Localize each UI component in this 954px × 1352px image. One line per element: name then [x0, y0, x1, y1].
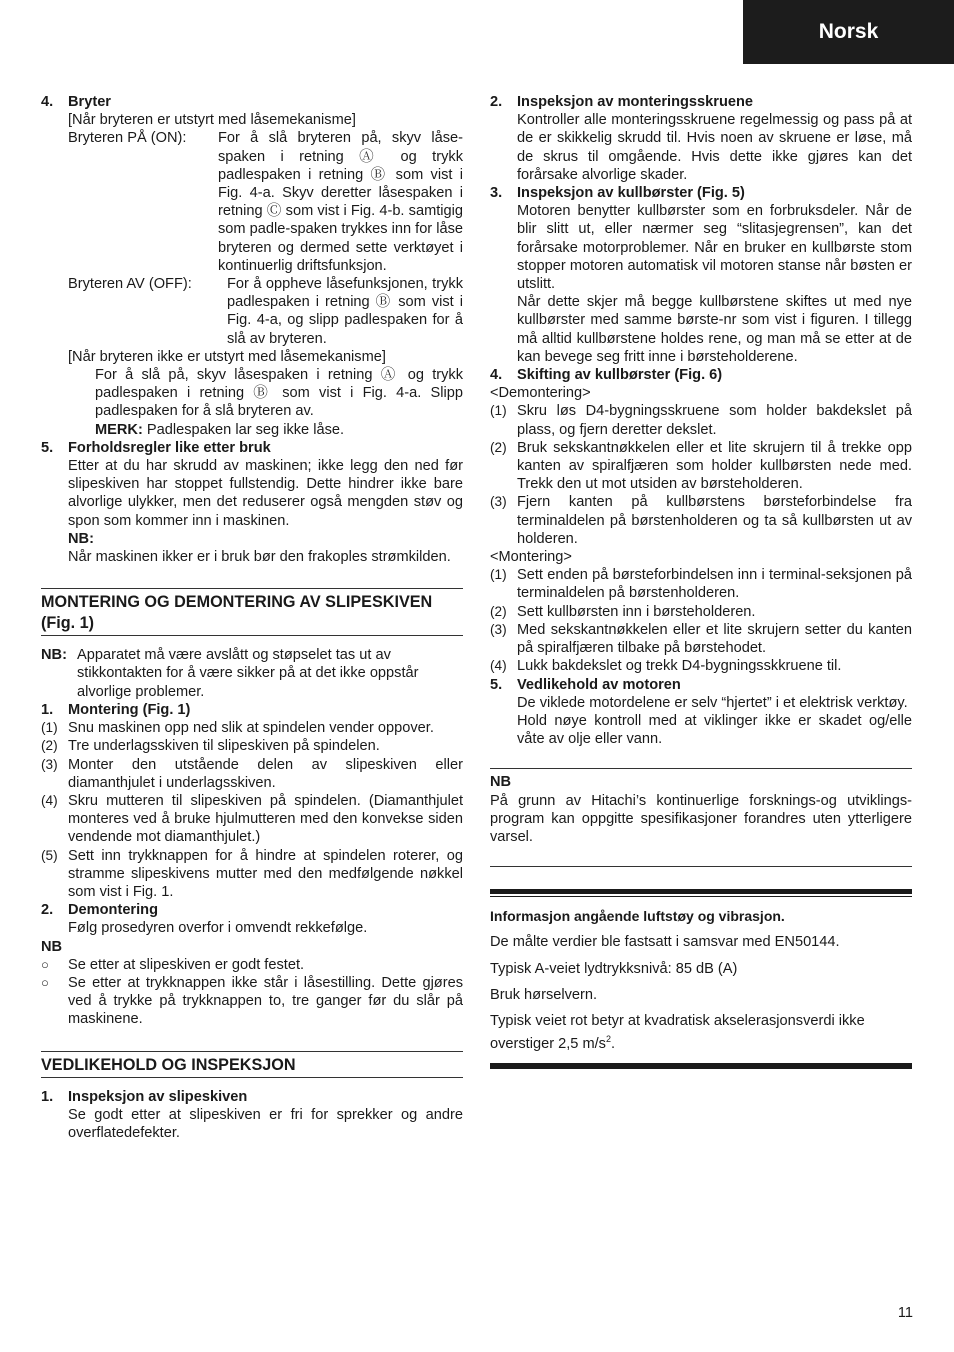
circle-bullet-icon: ○: [41, 956, 49, 972]
period: .: [611, 1036, 616, 1052]
maintenance-4-heading: [490, 366, 912, 384]
info-bottom-rule: [490, 1064, 912, 1069]
nb-text: På grunn av Hitachi’s kontinuerlige forsknings-og utviklings-program kan oppgitte spesifikasjoner forandres uten ytterligere varsel.: [490, 792, 912, 845]
step-number: (1): [41, 720, 58, 736]
step-text: Monter den utstående delen av slipeskiven eller diamanthjulet i underlagsskiven.: [68, 756, 463, 791]
info-line: De målte verdier ble fastsatt i samsvar med EN50144.: [490, 934, 840, 951]
nb-label: NB:: [68, 530, 94, 547]
item-title: Inspeksjon av slipeskiven: [68, 1088, 248, 1105]
info-box: [490, 889, 912, 1069]
info-top-rule-thin: [490, 896, 912, 897]
nb-label: NB: [41, 938, 63, 955]
item-title: Forholdsregler like etter bruk: [68, 439, 271, 456]
list-item: [490, 621, 912, 657]
maintenance-3-text-2: Når dette skjer må begge kullbørstene skiftes ut med nye kullbørster med samme børste-nr som vist i figuren. I tillegg må alltid kullbørstene holdes rene, og man må se etter at de kan bevege seg fritt inne i børsteholderene.: [517, 294, 912, 365]
info-vibration-text: Typisk veiet rot betyr at kvadratisk akselerasjonsverdi ikke overstiger 2,5 m/s: [490, 1012, 865, 1052]
list-item: [490, 657, 912, 675]
nb-label: NB:: [41, 647, 67, 664]
step-number: (1): [490, 567, 507, 583]
switch-off-text: For å oppheve låsefunksjonen, trykk padlespaken i retning Ⓑ som vist i Fig. 4-a, og slipp padlespaken for å slå av bryteren.: [227, 276, 463, 347]
switch-on-row: [68, 129, 463, 275]
dismount-text: Følg prosedyren overfor i omvendt rekkefølge.: [68, 920, 368, 937]
step-number: (3): [41, 756, 58, 772]
step-text: Skru løs D4-bygningsskruene som holder bakdekslet på plass, og fjern deretter dekslet.: [517, 403, 912, 438]
maintenance-1-heading: [41, 1088, 463, 1106]
item-number: 5.: [490, 676, 503, 693]
item-title: Inspeksjon av kullbørster (Fig. 5): [517, 185, 745, 202]
nb-text: Når maskinen ikker er i bruk bør den frakoples strømkilden.: [68, 549, 451, 566]
mount-label: <Montering>: [490, 549, 572, 566]
section-5-heading: [41, 439, 463, 457]
lock-heading: [Når bryteren er utstyrt med låsemekanisme]: [68, 112, 356, 129]
left-column: [41, 93, 463, 1142]
divider: [490, 866, 912, 867]
section-4-heading: [41, 93, 463, 111]
item-number: 3.: [490, 185, 503, 202]
step-number: (1): [490, 403, 507, 419]
info-top-rule: [490, 889, 912, 894]
step-text: Skru mutteren til slipeskiven på spindelen. (Diamanthjulet monteres ved å bruke hjulmutteren med den konvekse siden vendende mot diamanthjulet.): [68, 792, 463, 846]
info-line: [490, 1012, 912, 1053]
bullet-text: Se etter at trykknappen ikke står i låsestilling. Dette gjøres ved å trykke på trykknappen to, tre ganger før du slår på maskinene.: [68, 974, 463, 1028]
info-title: Informasjon angående luftstøy og vibrasjon.: [490, 908, 785, 925]
item-number: 4.: [490, 367, 503, 384]
switch-on-label: Bryteren PÅ (ON):: [68, 130, 187, 147]
list-item: [41, 847, 463, 902]
nolock-heading: [Når bryteren ikke er utstyrt med låsemekanisme]: [68, 348, 386, 365]
step-number: (2): [41, 738, 58, 754]
list-item: [490, 603, 912, 621]
step-number: (2): [490, 439, 507, 455]
list-item: [41, 956, 463, 974]
list-item: [41, 719, 463, 737]
step-number: (5): [41, 847, 58, 863]
maintenance-3-text: Motoren benytter kullbørster som en forbruksdeler. Når de blir slitt ut, eller nærmer seg “slitasjegrensen”, kan det forårsake motorproblemer. Når en bruker en kullbørste stom stopper motoren automatisk vil motoren stanse når bøsten er utslitt.: [517, 203, 912, 293]
info-line: Bruk hørselvern.: [490, 986, 598, 1003]
item-number: 4.: [41, 94, 54, 110]
merk-text: Padlespaken lar seg ikke låse.: [146, 421, 345, 438]
item-title: Vedlikehold av motoren: [517, 676, 681, 693]
bullet-text: Se etter at slipeskiven er godt festet.: [68, 956, 305, 973]
item-number: 1.: [41, 701, 54, 718]
list-item: [41, 792, 463, 847]
maintenance-5-text-2: Hold nøye kontroll med at viklinger ikke er skadet og/elle våte av olje eller vann.: [517, 712, 912, 748]
step-number: (4): [41, 792, 58, 808]
step-text: Fjern kanten på kullbørstens børsteforbindelse fra terminaldelen på børstenholderen og ta så kullbørsten ut av holderen.: [517, 494, 912, 547]
list-item: [490, 493, 912, 548]
merk-label: MERK:: [95, 421, 143, 438]
circle-bullet-icon: ○: [41, 974, 49, 990]
item-number: 2.: [41, 902, 54, 919]
switch-off-label: Bryteren AV (OFF):: [68, 276, 192, 293]
step-number: (3): [490, 494, 507, 510]
list-item: [41, 737, 463, 755]
step-number: (4): [490, 658, 507, 674]
step-text: Sett enden på børsteforbindelsen inn i terminal-seksjonen på terminaldelen på børstenholderen.: [517, 567, 912, 602]
maintenance-3-heading: [490, 184, 912, 202]
page-number: 11: [897, 1305, 913, 1321]
step-text: Sett inn trykknappen for å hindre at spindelen roterer, og stramme slipeskivens mutter med den medfølgende nøkkel som vist i Fig. 1.: [68, 847, 463, 900]
divider: [490, 768, 912, 769]
nb-text: Apparatet må være avslått og støpselet tas ut av stikkontakten for å være sikker på at det ikke oppstår alvorlige problemer.: [77, 647, 419, 700]
maintenance-5-text: De viklede motordelene er selv “hjertet” i et elektrisk verktøy.: [517, 694, 908, 711]
step-text: Snu maskinen opp ned slik at spindelen vender oppover.: [68, 720, 434, 737]
superscript: 2: [605, 1034, 611, 1045]
item-number: 5.: [41, 439, 54, 456]
language-label: Norsk: [818, 19, 879, 43]
step-number: (3): [490, 621, 507, 637]
maintenance-2-heading: [490, 93, 912, 111]
section-heading-mounting: MONTERING OG DEMONTERING AV SLIPESKIVEN (Fig. 1): [41, 588, 463, 636]
list-item: [41, 756, 463, 792]
item-title: Demontering: [68, 902, 158, 919]
step-text: Sett kullbørsten inn i børsteholderen.: [517, 603, 756, 620]
list-item: [490, 402, 912, 438]
info-line: Typisk A-veiet lydtrykksnivå: 85 dB (A): [490, 960, 738, 977]
item-title: Skifting av kullbørster (Fig. 6): [517, 367, 723, 384]
maintenance-2-text: Kontroller alle monteringsskruene regelmessig og pass på at de er skikkelig skrudd til. Hvis noen av skruene er løse, må de skrus til omgående. Hvis dette ikke gjøres kan det forårsake alvorlige skader.: [517, 112, 912, 183]
item-number: 1.: [41, 1088, 54, 1105]
list-item: [490, 439, 912, 494]
item-title: Inspeksjon av monteringsskruene: [517, 94, 754, 110]
maintenance-1-text: Se godt etter at slipeskiven er fri for sprekker og andre overflatedefekter.: [68, 1106, 463, 1141]
dismount-label: <Demontering>: [490, 385, 591, 402]
step-text: Bruk sekskantnøkkelen eller et lite skrujern til å trekke opp kanten av spiralfjæren som holder kullbørsten nede med. Trekk den ut mot utsiden av børsteholderen.: [517, 439, 912, 493]
mounting-1-heading: [41, 701, 463, 719]
step-text: Lukk bakdekslet og trekk D4-bygningsskkruene til.: [517, 658, 842, 675]
nb-label: NB: [490, 774, 512, 791]
mounting-2-heading: [41, 901, 463, 919]
merk-note: [95, 421, 463, 439]
info-content: [490, 907, 912, 1053]
item-number: 2.: [490, 94, 503, 110]
right-column: [490, 93, 912, 1069]
switch-on-text: For å slå bryteren på, skyv låse-spaken i retning Ⓐ og trykk padlespaken i retning Ⓑ som vist i Fig. 4-a. Skyv deretter låsespaken i retning Ⓒ som vist i Fig. 4-b. samtigig som padle-spaken trykkes inn for låse bryteren og dermed sette verktøyet i kontinuerlig driftsfunksjon.: [218, 130, 463, 274]
step-text: Med sekskantnøkkelen eller et lite skrujern setter du kanten på spiralfjæren tilbake på børstehodet.: [517, 621, 912, 657]
language-tab: [743, 0, 954, 64]
mounting-nb: [41, 646, 463, 701]
list-item: [41, 974, 463, 1029]
section-heading-maintenance: VEDLIKEHOLD OG INSPEKSJON: [41, 1051, 463, 1078]
item-title: Bryter: [68, 94, 111, 110]
step-text: Tre underlagsskiven til slipeskiven på spindelen.: [68, 738, 380, 755]
nolock-text: For å slå på, skyv låsespaken i retning Ⓐ og trykk padlespaken i retning Ⓑ som vist i Fig. 4-a. Slipp padlespaken for å slå bryteren av.: [95, 367, 463, 420]
item-title: Montering (Fig. 1): [68, 701, 191, 718]
switch-off-row: [68, 275, 463, 348]
list-item: [490, 566, 912, 602]
step-number: (2): [490, 603, 507, 619]
maintenance-5-heading: [490, 676, 912, 694]
section-5-text: Etter at du har skrudd av maskinen; ikke legg den ned før slipeskiven har stoppet fullstendig. Dette hindrer ikke bare alvorlige ulykker, men det reduserer også mengden støv og spon som kommer inn i maskinen.: [68, 458, 463, 529]
